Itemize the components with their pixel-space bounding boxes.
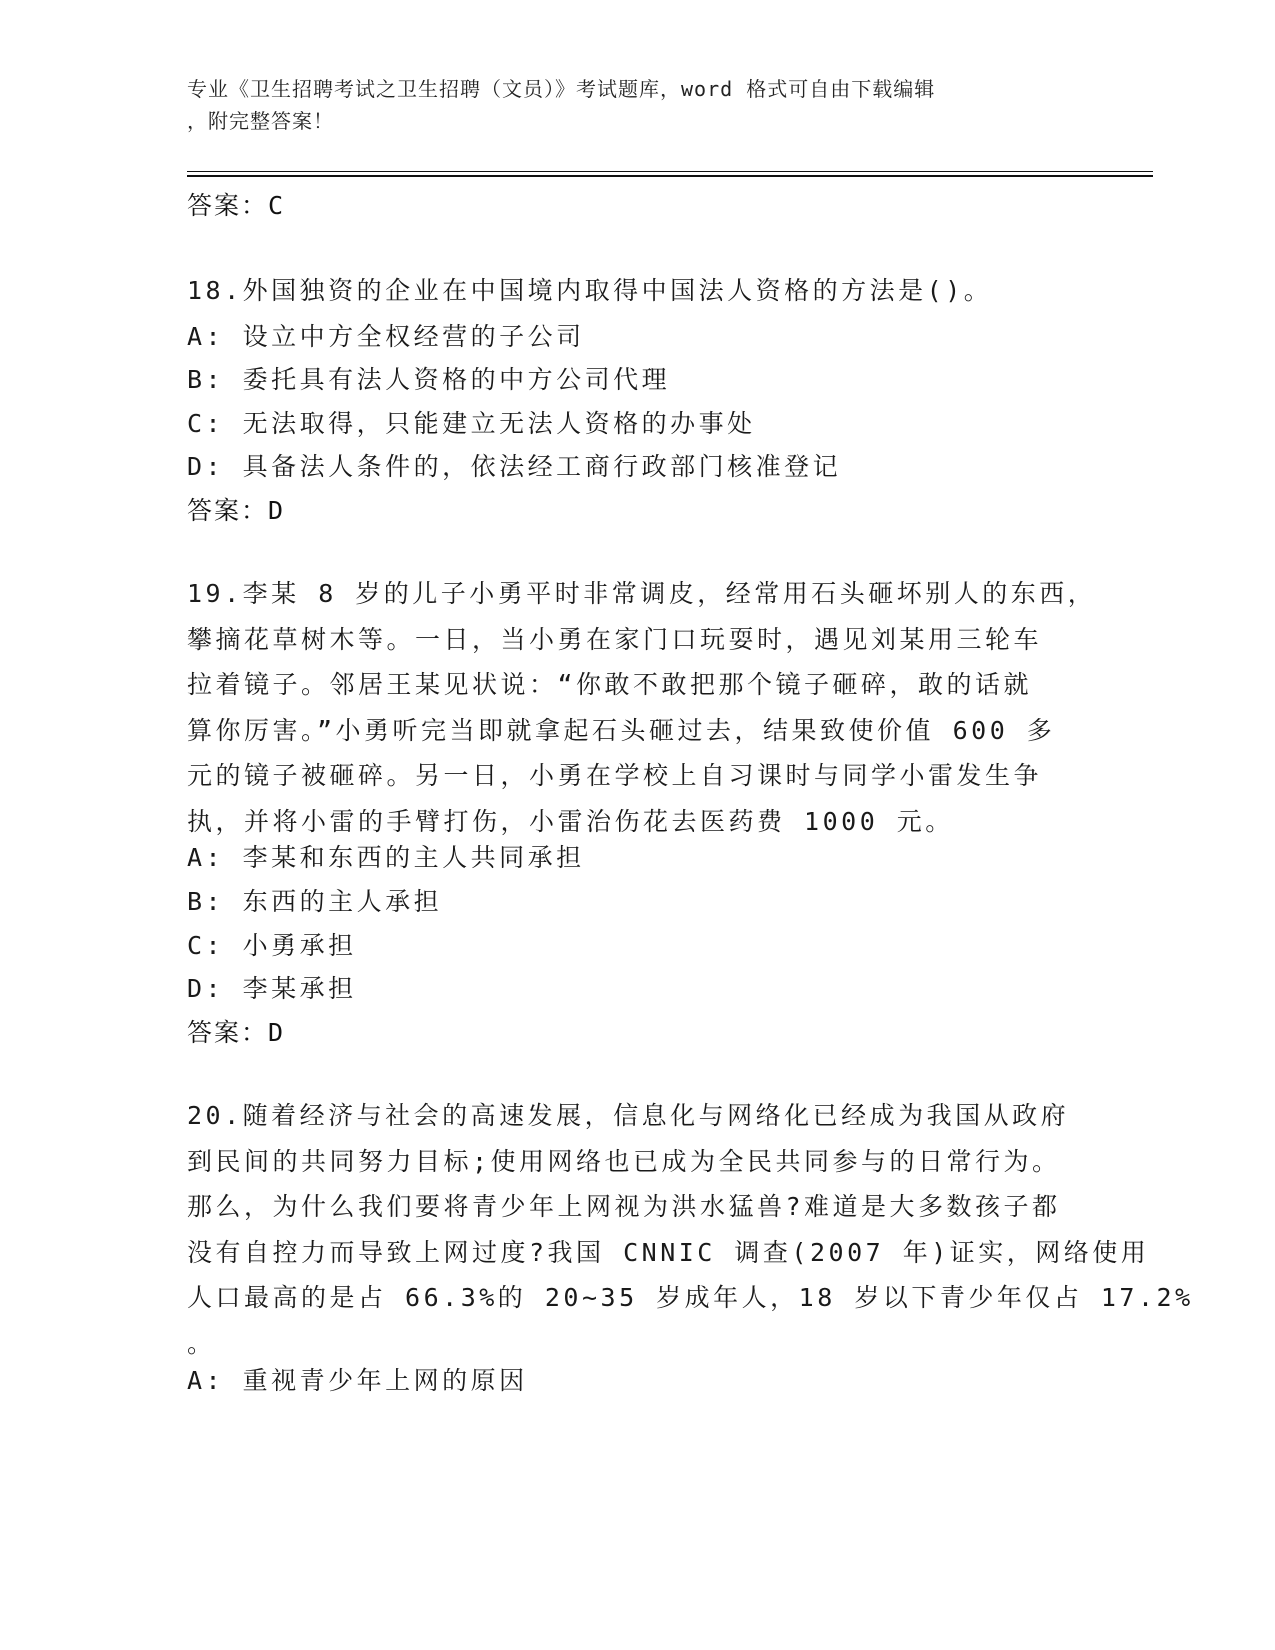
q20-option-a: A: 重视青少年上网的原因 — [187, 1366, 528, 1395]
q19-option-c: C: 小勇承担 — [187, 931, 357, 960]
answer-line-18 — [187, 491, 285, 527]
question-line: 没有自控力而导致上网过度?我国 CNNIC 调查(2007 年)证实，网络使用 — [187, 1237, 1150, 1267]
question-line: 执，并将小雷的手臂打伤，小雷治伤花去医药费 1000 元。 — [187, 806, 954, 836]
question-line: 拉着镜子。邻居王某见状说：“你敢不敢把那个镜子砸碎，敢的话就 — [187, 670, 1033, 699]
q18-option-a: A: 设立中方全权经营的子公司 — [187, 322, 585, 351]
question-text: 18.外国独资的企业在中国境内取得中国法人资格的方法是()。 — [187, 276, 993, 305]
header-line-1: 专业《卫生招聘考试之卫生招聘（文员）》考试题库，word 格式可自由下载编辑 — [187, 77, 936, 101]
question-line: 那么，为什么我们要将青少年上网视为洪水猛兽?难道是大多数孩子都 — [187, 1192, 1061, 1221]
question-line: 到民间的共同努力目标;使用网络也已成为全民共同参与的日常行为。 — [187, 1146, 1061, 1176]
question-line: 19.李某 8 岁的儿子小勇平时非常调皮，经常用石头砸坏别人的东西， — [187, 579, 1097, 608]
header-divider-thin — [187, 171, 1153, 172]
answer-value: D — [268, 496, 286, 525]
answer-value: D — [268, 1018, 286, 1047]
question-line: 元的镜子被砸碎。另一日，小勇在学校上自习课时与同学小雷发生争 — [187, 761, 1043, 790]
answer-label: 答案： — [187, 1018, 269, 1047]
q19-option-d: D: 李某承担 — [187, 974, 357, 1003]
answer-value: C — [268, 191, 286, 220]
question-20-stem — [187, 1093, 1194, 1366]
question-line: 攀摘花草树木等。一日，当小勇在家门口玩耍时，遇见刘某用三轮车 — [187, 624, 1043, 654]
answer-line-19 — [187, 1013, 285, 1049]
question-line: 20.随着经济与社会的高速发展，信息化与网络化已经成为我国从政府 — [187, 1101, 1070, 1130]
q19-option-b: B: 东西的主人承担 — [187, 887, 443, 916]
question-line: 算你厉害。”小勇听完当即就拿起石头砸过去，结果致使价值 600 多 — [187, 715, 1056, 745]
header-divider-thick — [187, 175, 1153, 177]
q18-option-b: B: 委托具有法人资格的中方公司代理 — [187, 365, 671, 394]
q18-option-c: C: 无法取得，只能建立无法人资格的办事处 — [187, 409, 756, 438]
document-header — [187, 73, 1087, 137]
q19-option-a: A: 李某和东西的主人共同承担 — [187, 843, 585, 872]
answer-line-17 — [187, 186, 285, 222]
answer-label: 答案： — [187, 191, 269, 220]
question-19-stem — [187, 571, 1097, 844]
q18-option-d: D: 具备法人条件的，依法经工商行政部门核准登记 — [187, 452, 842, 481]
answer-label: 答案： — [187, 496, 269, 525]
question-18-stem — [187, 268, 1087, 314]
header-line-2: ，附完整答案！ — [187, 109, 334, 133]
question-line: 人口最高的是占 66.3%的 20~35 岁成年人，18 岁以下青少年仅占 17.2% — [187, 1283, 1194, 1312]
question-line: 。 — [187, 1328, 216, 1358]
